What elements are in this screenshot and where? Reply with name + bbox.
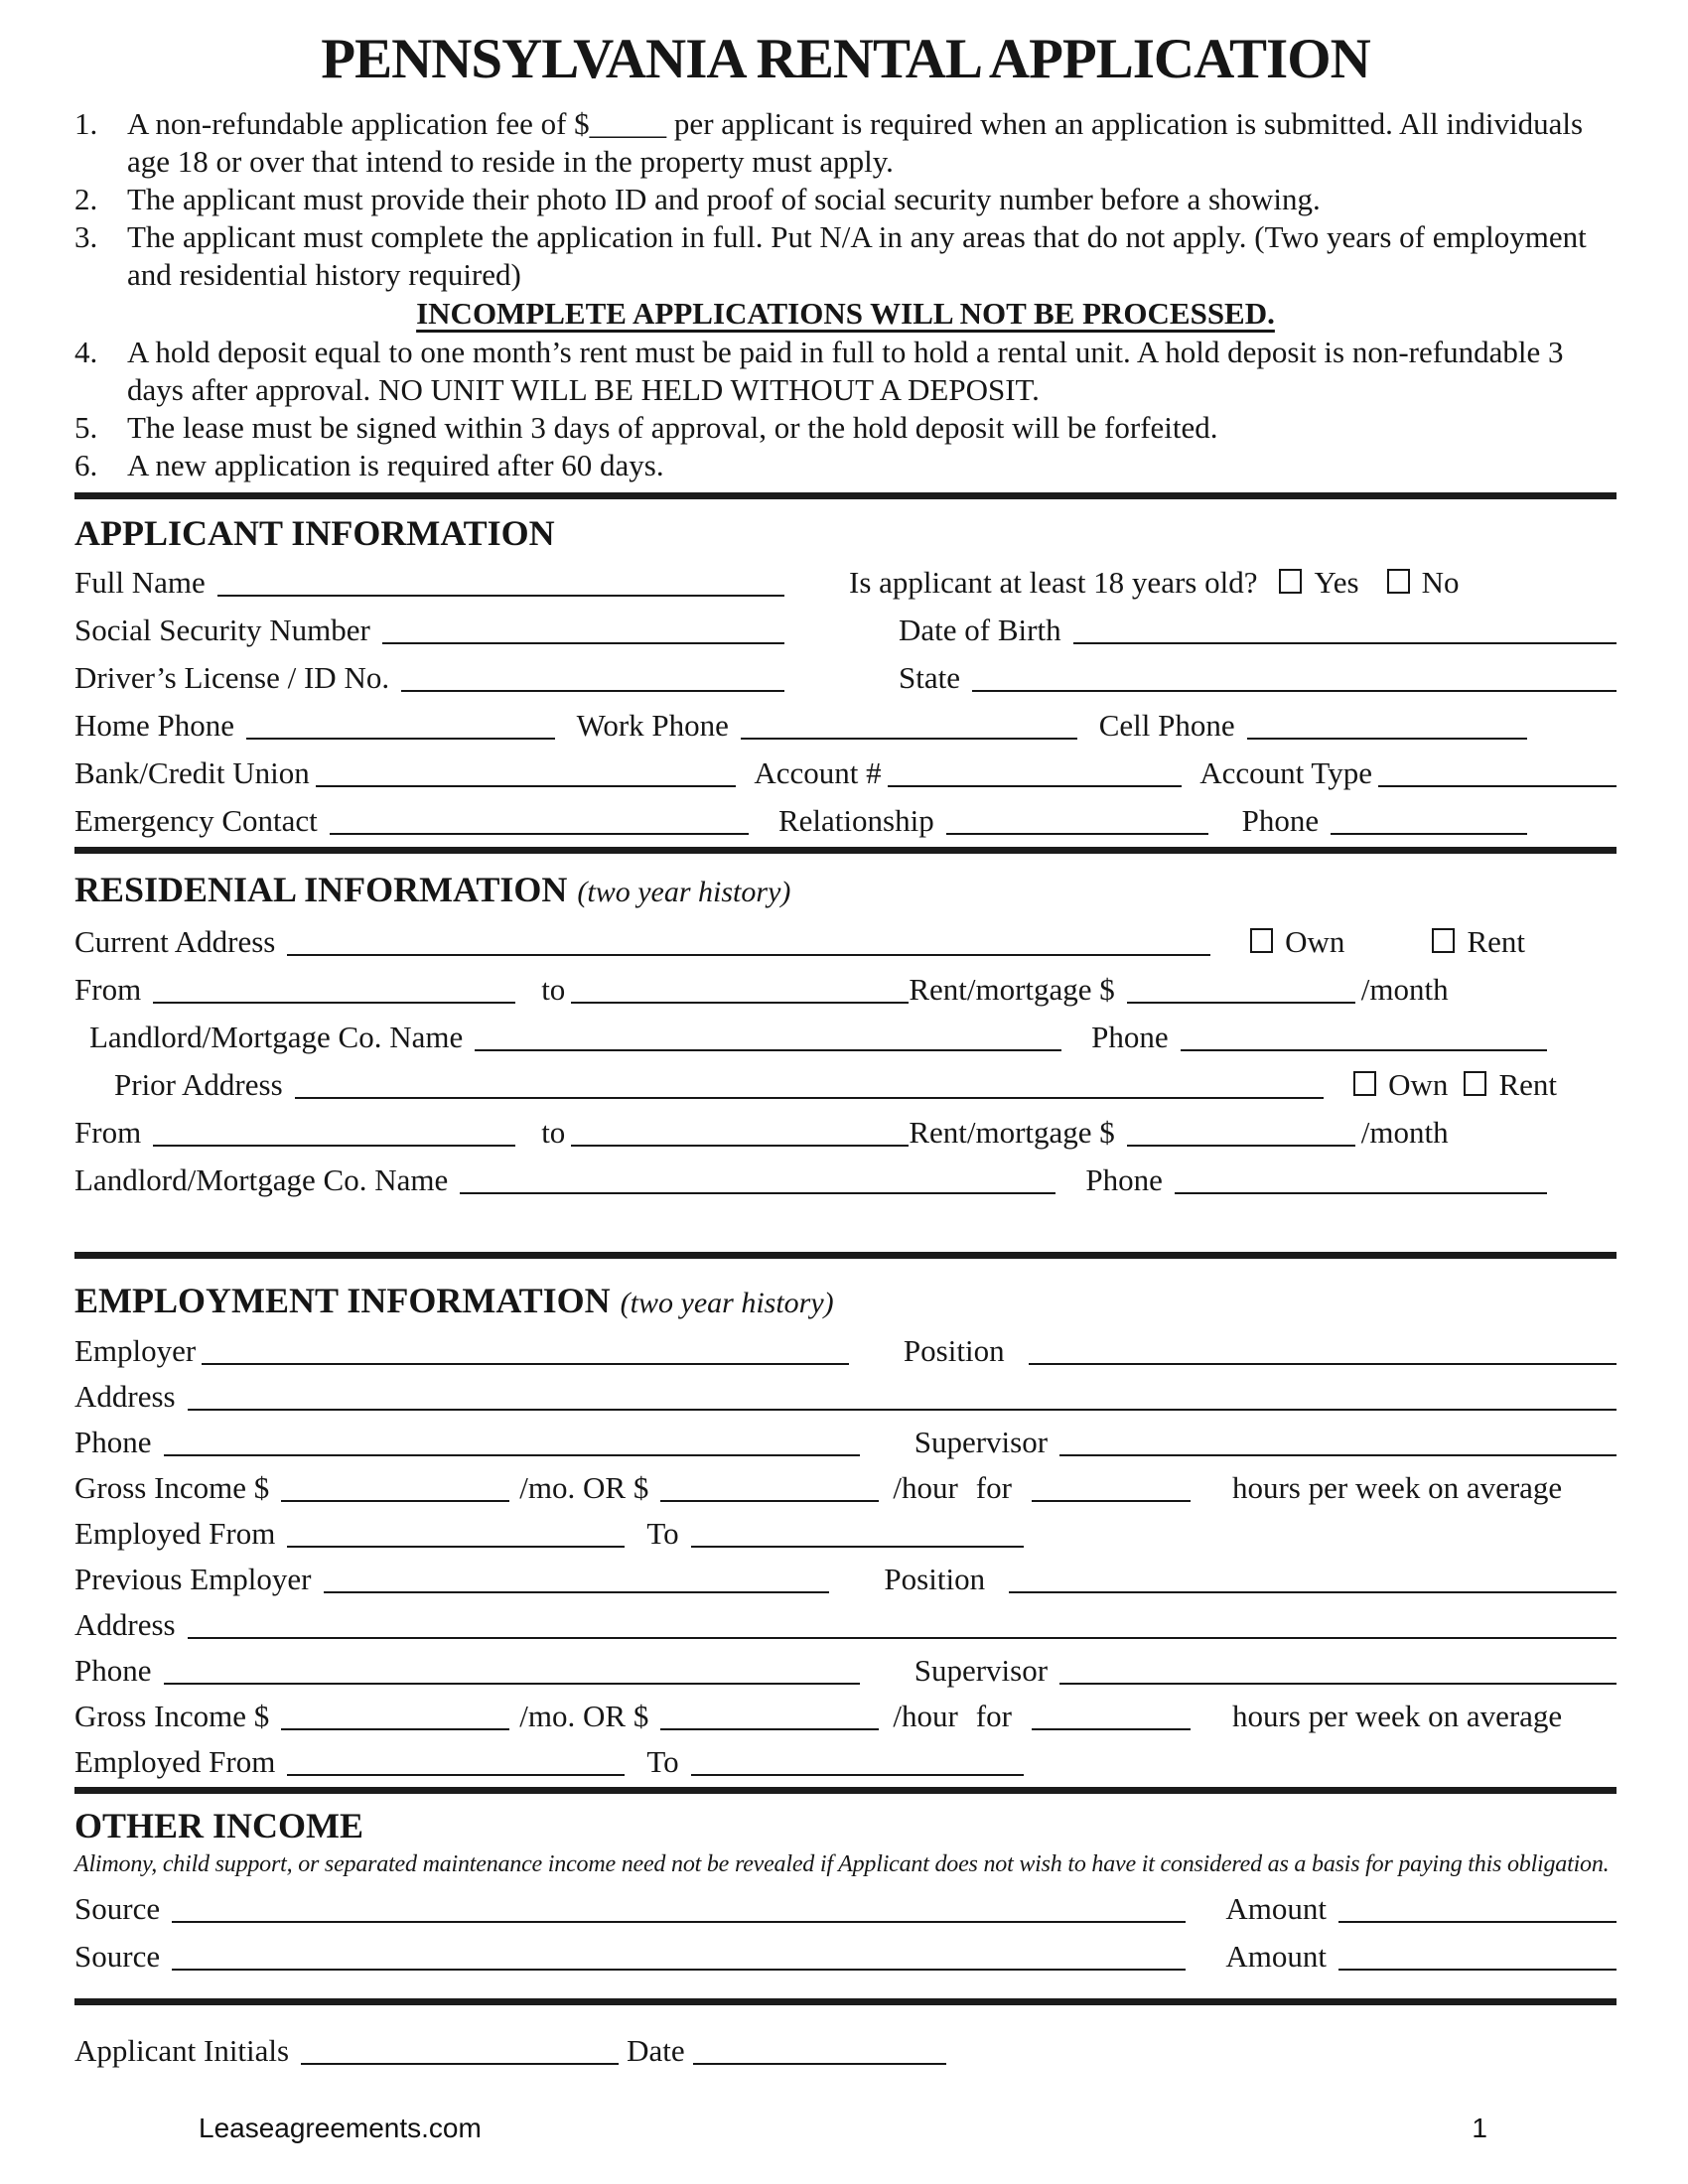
income-source-1-field[interactable] [172, 1921, 1186, 1923]
to-label: to [541, 1115, 566, 1150]
previous-employer-field[interactable] [324, 1591, 830, 1593]
employer-address-row [74, 1369, 1617, 1415]
date-field[interactable] [693, 2063, 946, 2065]
income-source-row-1 [74, 1879, 1617, 1927]
address-label: Address [74, 1607, 176, 1642]
rent-mortgage-label: Rent/mortgage $ [909, 1115, 1115, 1150]
bank-field[interactable] [316, 785, 737, 787]
income-source-2-field[interactable] [172, 1969, 1186, 1971]
section-divider [74, 492, 1617, 499]
prior-landlord-phone-field[interactable] [1175, 1192, 1547, 1194]
employed-from-label: Employed From [74, 1516, 276, 1551]
prior-to-field[interactable] [571, 1145, 909, 1147]
intro-item-text: A new application is required after 60 days. [127, 448, 664, 482]
prior-address-field[interactable] [295, 1097, 1325, 1099]
landlord-label: Landlord/Mortgage Co. Name [74, 1162, 449, 1197]
per-hour-label: /hour [893, 1470, 958, 1505]
footer-site-name: Leaseagreements.com [199, 2113, 482, 2143]
employed-to-field[interactable] [691, 1546, 1024, 1548]
work-phone-label: Work Phone [576, 708, 729, 743]
dob-label: Date of Birth [899, 613, 1061, 647]
section-divider [74, 1998, 1617, 2005]
account-number-label: Account # [754, 755, 882, 790]
full-name-label: Full Name [74, 565, 206, 600]
incomplete-applications-warning: INCOMPLETE APPLICATIONS WILL NOT BE PROCESSED. [416, 296, 1275, 331]
cell-phone-field[interactable] [1247, 738, 1527, 740]
previous-employed-dates-row [74, 1734, 1617, 1780]
prior-landlord-field[interactable] [460, 1192, 1055, 1194]
employed-dates-row [74, 1506, 1617, 1552]
gross-income-label: Gross Income $ [74, 1699, 270, 1733]
per-mo-or-label: /mo. OR $ [519, 1470, 649, 1505]
home-phone-field[interactable] [246, 738, 555, 740]
account-number-field[interactable] [888, 785, 1183, 787]
intro-item-text: The applicant must complete the application in full. Put N/A in any areas that do not apply. (Two years of employment and residential history required) [127, 219, 1587, 292]
age-no-checkbox[interactable] [1387, 569, 1410, 594]
prior-address-row [74, 1055, 1617, 1103]
current-dates-rent-row [74, 960, 1617, 1008]
employer-row [74, 1323, 1617, 1369]
previous-phone-field[interactable] [164, 1683, 860, 1685]
age-yes-label: Yes [1314, 565, 1359, 600]
applicant-initials-field[interactable] [301, 2063, 619, 2065]
ssn-field[interactable] [382, 642, 784, 644]
from-label: From [74, 1115, 142, 1150]
landlord-label: Landlord/Mortgage Co. Name [89, 1020, 464, 1054]
emergency-phone-field[interactable] [1331, 833, 1527, 835]
previous-gross-income-row [74, 1689, 1617, 1734]
employer-label: Employer [74, 1333, 197, 1368]
full-name-field[interactable] [217, 595, 784, 597]
from-label: From [74, 972, 142, 1007]
previous-hours-per-week-field[interactable] [1032, 1728, 1191, 1730]
prior-from-field[interactable] [153, 1145, 515, 1147]
full-name-row [74, 553, 1617, 601]
supervisor-label: Supervisor [914, 1653, 1049, 1688]
gross-income-monthly-field[interactable] [281, 1500, 509, 1502]
current-address-field[interactable] [287, 954, 1210, 956]
drivers-license-label: Driver’s License / ID No. [74, 660, 390, 695]
emergency-phone-label: Phone [1241, 803, 1320, 838]
intro-item-5 [74, 409, 1617, 447]
phones-row [74, 696, 1617, 744]
section-divider [74, 1252, 1617, 1259]
current-rent-amount-field[interactable] [1127, 1002, 1355, 1004]
initials-date-row [74, 2021, 1617, 2069]
current-landlord-phone-field[interactable] [1181, 1049, 1547, 1051]
gross-income-hourly-field[interactable] [660, 1500, 879, 1502]
employed-to-label: To [646, 1516, 679, 1551]
per-month-label: /month [1360, 1115, 1449, 1150]
intro-item-4 [74, 334, 1617, 409]
age-no-label: No [1421, 565, 1460, 600]
for-label: for [975, 1470, 1012, 1505]
per-hour-label: /hour [893, 1699, 958, 1733]
income-amount-2-field[interactable] [1338, 1969, 1617, 1971]
intro-item-2 [74, 181, 1617, 218]
prior-own-checkbox[interactable] [1353, 1071, 1376, 1096]
prior-dates-rent-row [74, 1103, 1617, 1151]
page-footer [74, 2113, 1617, 2144]
page-title: PENNSYLVANIA RENTAL APPLICATION [321, 28, 1370, 90]
footer-page-number: 1 [1472, 2113, 1487, 2143]
current-landlord-field[interactable] [475, 1049, 1061, 1051]
previous-employed-from-field[interactable] [287, 1774, 625, 1776]
per-month-label: /month [1360, 972, 1449, 1007]
drivers-license-field[interactable] [401, 690, 784, 692]
applicant-initials-label: Applicant Initials [74, 2033, 290, 2068]
home-phone-label: Home Phone [74, 708, 235, 743]
employed-to-label: To [646, 1744, 679, 1779]
intro-item-6 [74, 447, 1617, 484]
residential-information-heading-text: RESIDENIAL INFORMATION [74, 870, 568, 909]
previous-employed-to-field[interactable] [691, 1774, 1024, 1776]
current-address-row [74, 912, 1617, 960]
current-landlord-row [74, 1008, 1617, 1055]
account-type-field[interactable] [1378, 785, 1617, 787]
current-rent-label: Rent [1467, 924, 1525, 959]
prior-address-label: Prior Address [114, 1067, 283, 1102]
employer-address-field[interactable] [188, 1409, 1617, 1411]
date-label: Date [627, 2033, 685, 2068]
employer-phone-field[interactable] [164, 1454, 860, 1456]
for-label: for [975, 1699, 1012, 1733]
previous-address-row [74, 1597, 1617, 1643]
age-yes-checkbox[interactable] [1279, 569, 1302, 594]
current-from-field[interactable] [153, 1002, 515, 1004]
previous-employer-label: Previous Employer [74, 1562, 312, 1596]
prior-rent-label: Rent [1498, 1067, 1557, 1102]
supervisor-label: Supervisor [914, 1425, 1049, 1459]
income-amount-1-field[interactable] [1338, 1921, 1617, 1923]
emergency-contact-label: Emergency Contact [74, 803, 318, 838]
address-label: Address [74, 1379, 176, 1414]
prior-rent-amount-field[interactable] [1127, 1145, 1355, 1147]
employment-heading-note: (two year history) [620, 1287, 834, 1319]
employer-supervisor-field[interactable] [1059, 1454, 1617, 1456]
section-divider [74, 1787, 1617, 1794]
amount-label: Amount [1225, 1891, 1327, 1926]
state-label: State [899, 660, 960, 695]
gross-income-label: Gross Income $ [74, 1470, 270, 1505]
intro-item-3 [74, 218, 1617, 294]
intro-item-text: A hold deposit equal to one month’s rent must be paid in full to hold a rental unit. A hold deposit is non-refundable 3 days after approval. NO UNIT WILL BE HELD WITHOUT A DEPOSIT. [127, 335, 1564, 407]
employer-field[interactable] [202, 1363, 849, 1365]
employer-phone-row [74, 1415, 1617, 1460]
intro-item-text: The applicant must provide their photo ID and proof of social security number before a showing. [127, 182, 1321, 216]
amount-label: Amount [1225, 1939, 1327, 1974]
per-mo-or-label: /mo. OR $ [519, 1699, 649, 1733]
previous-gross-income-monthly-field[interactable] [281, 1728, 509, 1730]
previous-position-field[interactable] [1009, 1591, 1617, 1593]
relationship-label: Relationship [777, 803, 934, 838]
previous-gross-income-hourly-field[interactable] [660, 1728, 879, 1730]
rent-mortgage-label: Rent/mortgage $ [909, 972, 1115, 1007]
intro-item-number: 1. [74, 106, 98, 141]
phone-label: Phone [74, 1653, 152, 1688]
residential-heading-note: (two year history) [577, 876, 791, 908]
landlord-phone-label: Phone [1085, 1162, 1163, 1197]
intro-item-text: A non-refundable application fee of $_____ per applicant is required when an application is submitted. All individuals age 18 or over that intend to reside in the property must apply. [127, 106, 1584, 179]
gross-income-row [74, 1460, 1617, 1506]
license-state-row [74, 648, 1617, 696]
work-phone-field[interactable] [741, 738, 1077, 740]
relationship-field[interactable] [946, 833, 1208, 835]
ssn-dob-row [74, 601, 1617, 648]
current-own-label: Own [1285, 924, 1345, 959]
hours-avg-label: hours per week on average [1231, 1470, 1563, 1505]
current-address-label: Current Address [74, 924, 276, 959]
intro-item-number: 5. [74, 410, 98, 445]
previous-address-field[interactable] [188, 1637, 1617, 1639]
hours-avg-label: hours per week on average [1231, 1699, 1563, 1733]
section-divider [74, 847, 1617, 854]
employed-from-label: Employed From [74, 1744, 276, 1779]
employment-information-heading-text: EMPLOYMENT INFORMATION [74, 1281, 611, 1320]
intro-item-text: The lease must be signed within 3 days of approval, or the hold deposit will be forfeited. [127, 410, 1218, 445]
prior-own-label: Own [1388, 1067, 1449, 1102]
intro-item-number: 3. [74, 219, 98, 254]
previous-supervisor-field[interactable] [1059, 1683, 1617, 1685]
to-label: to [541, 972, 566, 1007]
position-label: Position [884, 1562, 986, 1596]
current-to-field[interactable] [571, 1002, 909, 1004]
age-question-label: Is applicant at least 18 years old? [849, 565, 1258, 600]
applicant-information-heading [74, 513, 1617, 553]
other-income-note: Alimony, child support, or separated maintenance income need not be revealed if Applicant does not wish to have it considered as a basis for paying this obligation. [74, 1851, 1610, 1877]
income-source-row-2 [74, 1927, 1617, 1975]
employed-from-field[interactable] [287, 1546, 625, 1548]
landlord-phone-label: Phone [1091, 1020, 1169, 1054]
applicant-information-heading-text: APPLICANT INFORMATION [74, 513, 555, 553]
intro-item-number: 4. [74, 335, 98, 369]
phone-label: Phone [74, 1425, 152, 1459]
intro-item-number: 6. [74, 448, 98, 482]
emergency-contact-row [74, 791, 1617, 839]
state-field[interactable] [972, 690, 1617, 692]
other-income-heading [74, 1806, 1617, 1845]
previous-phone-row [74, 1643, 1617, 1689]
emergency-contact-field[interactable] [330, 833, 749, 835]
account-type-label: Account Type [1199, 755, 1372, 790]
prior-rent-checkbox[interactable] [1464, 1071, 1486, 1096]
intro-item-1 [74, 105, 1617, 181]
hours-per-week-field[interactable] [1032, 1500, 1191, 1502]
intro-rules [74, 105, 1617, 484]
ssn-label: Social Security Number [74, 613, 370, 647]
employer-position-field[interactable] [1029, 1363, 1617, 1365]
current-own-checkbox[interactable] [1250, 928, 1273, 953]
position-label: Position [903, 1333, 1005, 1368]
employment-information-heading [74, 1281, 1617, 1323]
dob-field[interactable] [1073, 642, 1617, 644]
previous-employer-row [74, 1552, 1617, 1597]
intro-item-number: 2. [74, 182, 98, 216]
current-rent-checkbox[interactable] [1432, 928, 1455, 953]
other-income-heading-text: OTHER INCOME [74, 1806, 364, 1845]
bank-label: Bank/Credit Union [74, 755, 310, 790]
bank-row [74, 744, 1617, 791]
residential-information-heading [74, 870, 1617, 912]
prior-landlord-row [74, 1151, 1617, 1198]
source-label: Source [74, 1891, 161, 1926]
source-label: Source [74, 1939, 161, 1974]
cell-phone-label: Cell Phone [1098, 708, 1235, 743]
